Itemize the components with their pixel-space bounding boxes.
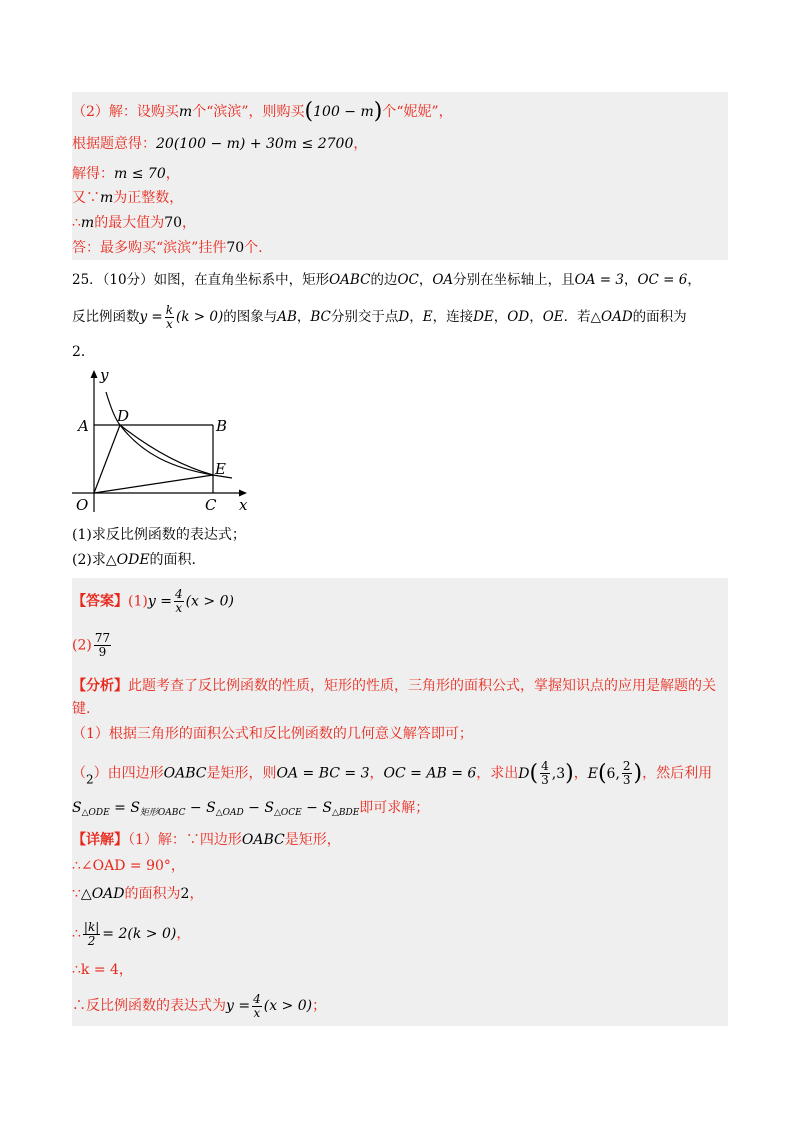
segment-DE xyxy=(120,425,213,475)
label-D: D xyxy=(117,407,130,425)
eq: = 2(k > 0) xyxy=(102,926,177,942)
detail-line-3 xyxy=(72,884,203,904)
value: 70 xyxy=(226,240,245,256)
question-25-line-1 xyxy=(72,270,701,290)
var: E xyxy=(422,309,433,325)
text: 分别交于点 xyxy=(330,309,399,325)
detail-line-4 xyxy=(72,918,190,950)
text: ， xyxy=(189,886,204,902)
analysis-line-2 xyxy=(72,699,90,719)
solution-line-1 xyxy=(72,99,453,124)
text: ， xyxy=(369,765,384,782)
var: △ODE xyxy=(105,552,150,568)
condition: (x > 0) xyxy=(263,998,313,1014)
expr: (100 − m) xyxy=(304,99,383,124)
text: 的面积. xyxy=(149,552,196,568)
detail-line-1 xyxy=(72,830,341,850)
detail-tag: 【详解】 xyxy=(72,832,128,848)
text: ∴反比例函数的表达式为 xyxy=(72,998,226,1014)
var: BC xyxy=(310,309,331,325)
text: ； xyxy=(312,998,327,1014)
label-x: x xyxy=(239,496,248,514)
fraction-4-over-x: $\frac{4}{x}$ xyxy=(253,991,261,1020)
text: 的边 xyxy=(370,272,398,288)
text: ， xyxy=(182,215,197,231)
value: 70 xyxy=(164,215,183,231)
text: (2)求 xyxy=(72,552,106,568)
text: 个. xyxy=(244,240,263,256)
point-D: D( $\frac{4}{3}$ ,3) xyxy=(518,759,574,787)
text: ， xyxy=(623,272,638,288)
text: ∴ xyxy=(72,926,81,942)
analysis-line-5 xyxy=(72,798,429,823)
point-E: E(6, $\frac{2}{3}$ ) xyxy=(587,759,643,787)
text: 2 xyxy=(86,772,94,787)
text: 分别在坐标轴上，且 xyxy=(453,272,575,288)
fraction-k-over-x: $\frac{k}{x}$ xyxy=(165,303,174,331)
text: 为正整数， xyxy=(113,190,184,206)
label-C: C xyxy=(205,496,217,514)
eq: OA = 3 xyxy=(574,272,624,288)
var: OD xyxy=(507,309,530,325)
rectangle-hyperbola-diagram xyxy=(72,362,262,517)
text: ， xyxy=(176,926,191,942)
var: OC xyxy=(397,272,419,288)
text: 是矩形， xyxy=(284,832,341,848)
text: ， xyxy=(296,309,311,325)
var: OABC xyxy=(163,765,207,782)
var: AB xyxy=(277,309,297,325)
text: ∴ xyxy=(72,215,81,231)
question-25-line-3 xyxy=(72,342,95,362)
subquestion-1 xyxy=(72,525,246,545)
var: DE xyxy=(473,309,494,325)
fraction-4-over-x: $\frac{4}{x}$ xyxy=(174,587,183,615)
answer-line-2 xyxy=(72,632,113,659)
text: ， xyxy=(409,309,423,325)
var: OABC xyxy=(241,832,285,848)
label-E: E xyxy=(215,460,226,478)
fraction-77-over-9: $\frac{77}{9}$ xyxy=(94,631,111,659)
fraction-abs-k-over-2: $\frac{|k|}{2}$ xyxy=(83,919,100,948)
answer-tag: 【答案】 xyxy=(72,593,128,610)
text: 个“妮妮”， xyxy=(382,104,453,120)
var: D xyxy=(398,309,410,325)
text: 25．（10分）如图，在直角坐标系中，矩形 xyxy=(72,272,330,288)
question-25-line-2 xyxy=(72,304,687,331)
text: （2）解：设购买 xyxy=(72,104,179,120)
text: ， xyxy=(529,309,543,325)
text: （1）解：∵四边形 xyxy=(128,832,242,848)
answer-line-1 xyxy=(72,588,234,615)
area-formula: $S_{\triangle ODE} = S_{矩形OABC} - S_{\triangle OAD} - S_{\triangle OCE} - S_{\triangle BDE}$ xyxy=(72,800,360,818)
analysis-tag: 【分析】 xyxy=(72,678,128,694)
text: 即可求解； xyxy=(359,800,430,816)
y-axis-arrow xyxy=(91,370,98,378)
text: ）由四边形 xyxy=(93,765,164,782)
text: 的面积为 xyxy=(632,309,687,325)
analysis-line-1 xyxy=(72,676,716,696)
solution-line-3 xyxy=(72,164,180,184)
text: (1)求反比例函数的表达式； xyxy=(72,527,246,543)
eq: y = xyxy=(139,309,163,325)
text: 的图象与 xyxy=(223,309,278,325)
text: ， xyxy=(353,136,368,152)
text: （1）根据三角形的面积公式和反比例函数的几何意义解答即可； xyxy=(72,726,473,742)
text: (2) xyxy=(72,637,92,654)
eq: y = xyxy=(147,593,172,610)
text: ∴k = 4， xyxy=(72,962,133,978)
eq: y = xyxy=(226,998,251,1014)
detail-line-2 xyxy=(72,856,185,876)
var: △OAD xyxy=(80,886,125,902)
var-m: m xyxy=(80,215,95,231)
text: 反比例函数 xyxy=(72,309,140,325)
text: ， xyxy=(573,765,588,782)
text: ， xyxy=(418,272,433,288)
text: （ xyxy=(72,765,86,782)
text: 的面积为 xyxy=(124,886,181,902)
text: 此题考查了反比例函数的性质，矩形的性质，三角形的面积公式，掌握知识点的应用是解题的关 xyxy=(128,678,716,694)
label-A: A xyxy=(78,417,89,435)
detail-line-5 xyxy=(72,960,133,980)
inequality: 20(100 − m) + 30m ≤ 2700 xyxy=(156,136,354,152)
label-B: B xyxy=(216,417,228,435)
analysis-line-4 xyxy=(72,760,712,793)
segment-OE xyxy=(94,475,213,493)
solution-line-2 xyxy=(72,134,367,154)
solution-line-4 xyxy=(72,188,183,208)
solution-line-5 xyxy=(72,213,196,233)
var: △OAD xyxy=(590,309,633,325)
condition: (x > 0) xyxy=(185,593,234,610)
text: (1) xyxy=(128,593,148,610)
condition: (k > 0) xyxy=(176,309,224,325)
result: m ≤ 70 xyxy=(114,166,166,182)
text: ．若 xyxy=(563,309,591,325)
segment-OD xyxy=(94,425,120,493)
var: OA xyxy=(432,272,454,288)
eq: OA = BC = 3 xyxy=(276,765,370,782)
text: 又∵ xyxy=(72,190,100,206)
text: 键. xyxy=(72,701,91,717)
text: 根据题意得： xyxy=(72,136,156,152)
text: ，连接 xyxy=(432,309,474,325)
label-y: y xyxy=(100,366,109,384)
var-m: m xyxy=(100,190,114,206)
var: OABC xyxy=(329,272,371,288)
eq: OC = 6 xyxy=(637,272,688,288)
detail-line-6 xyxy=(72,990,326,1022)
text: ，求出 xyxy=(476,765,519,782)
text: ∴∠OAD = 90°， xyxy=(72,858,185,874)
label-O: O xyxy=(76,496,89,514)
text: ∵ xyxy=(72,886,81,902)
text: ， xyxy=(165,166,180,182)
text: ，然后利用 xyxy=(642,765,713,782)
value: 2 xyxy=(180,886,190,902)
analysis-line-3 xyxy=(72,724,473,744)
var: OE xyxy=(542,309,564,325)
solution-line-6 xyxy=(72,238,263,258)
text: 答：最多购买“滨滨”挂件 xyxy=(72,240,227,256)
subquestion-2 xyxy=(72,550,196,570)
text: 个“滨滨”，则购买 xyxy=(192,104,305,120)
text: ， xyxy=(493,309,508,325)
text: ， xyxy=(687,272,701,288)
text: 解得： xyxy=(72,166,114,182)
text: 的最大值为 xyxy=(94,215,165,231)
text: 是矩形，则 xyxy=(206,765,277,782)
var-m: m xyxy=(178,104,193,120)
eq: OC = AB = 6 xyxy=(383,765,477,782)
text: 2． xyxy=(72,344,95,360)
